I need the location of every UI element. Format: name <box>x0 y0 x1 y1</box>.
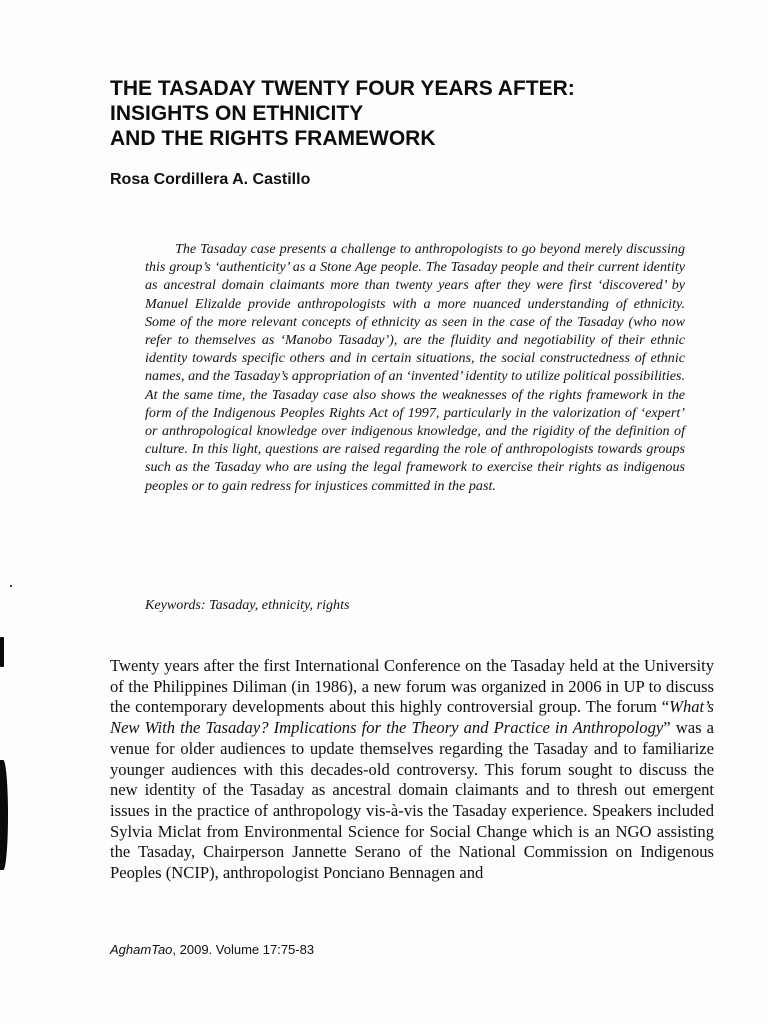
article-title-line: INSIGHTS ON ETHNICITY <box>110 102 364 125</box>
keywords: Keywords: Tasaday, ethnicity, rights <box>145 597 350 613</box>
scan-artifact-mark <box>0 760 8 870</box>
article-title-line: AND THE RIGHTS FRAMEWORK <box>110 127 436 150</box>
abstract: The Tasaday case presents a challenge to anthropologists to go beyond merely discussing this group’s ‘authenticity’ as a Stone Age people. The Tasaday people and their current identity as ancestral domain claimants more than twenty years after they were first ‘discovered’ by Manuel Elizalde provide anthropologists with a more nuanced understanding of ethnicity. Some of the more relevant concepts of ethnicity as seen in the case of the Tasaday (who now refer to themselves as ‘Manobo Tasaday’), are the fluidity and negotiability of their ethnic identity towards specific others and in certain situations, the social constructedness of ethnic names, and the Tasaday’s appropriation of an ‘invented’ identity to utilize political possibilities. At the same time, the Tasaday case also shows the weaknesses of the rights framework in the form of the Indigenous Peoples Rights Act of 1997, particularly in the valorization of ‘expert’ or anthropological knowledge over indigenous knowledge, and the rigidity of the definition of culture. In this light, questions are raised regarding the role of anthropologists towards groups such as the Tasaday who are using the legal framework to exercise their rights as indigenous peoples or to gain redress for injustices committed in the past. <box>145 241 685 494</box>
body-text-part: Twenty years after the first International Conference on the Tasaday held at the University of the Philippines Diliman (in 1986), a new forum was organized in 2006 in UP to discuss the contemporary developments about this highly controversial group. The forum “ <box>110 656 714 717</box>
article-title-line: THE TASADAY TWENTY FOUR YEARS AFTER: <box>110 77 575 100</box>
scan-artifact-mark <box>0 637 4 667</box>
forum-title: What’s New With the Tasaday? Implications for the Theory and Practice in Anthropology <box>110 697 714 738</box>
body-paragraph <box>110 656 714 884</box>
author-name: Rosa Cordillera A. Castillo <box>110 171 311 188</box>
journal-citation: , 2009. Volume 17:75-83 <box>172 942 315 957</box>
page-footer <box>110 942 314 958</box>
article-title <box>110 76 710 151</box>
body-text-part: ” was a venue for older audiences to update themselves regarding the Tasaday and to familiarize younger audiences with this decades-old controversy. This forum sought to discuss the new identity of the Tasaday as ancestral domain claimants and to thresh out emergent issues in the practice of anthropology vis-à-vis the Tasaday experience. Speakers included Sylvia Miclat from Environmental Science for Social Change which is an NGO assisting the Tasaday, Chairperson Jannette Serano of the National Commission on Indigenous Peoples (NCIP), anthropologist Ponciano Bennagen and <box>110 718 715 883</box>
journal-name: AghamTao <box>110 942 173 957</box>
scan-artifact-dot <box>10 585 12 587</box>
